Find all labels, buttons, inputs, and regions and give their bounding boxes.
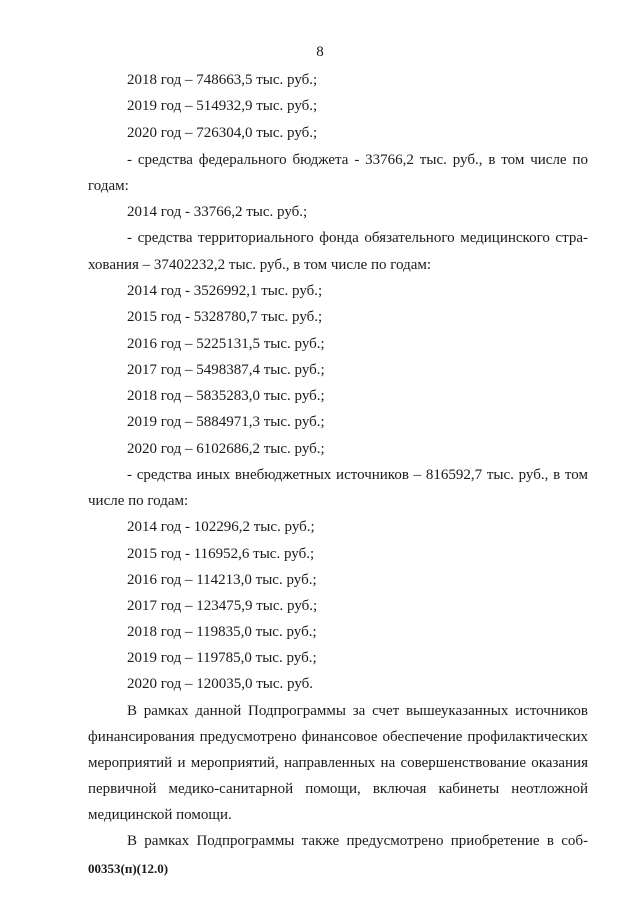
- text-line: - средства территориального фонда обязательного медицинского стра-: [127, 230, 588, 246]
- text-line: 2016 год – 114213,0 тыс. руб.;: [127, 572, 317, 588]
- text-line: 2016 год – 5225131,5 тыс. руб.;: [127, 336, 325, 352]
- text-line: 2019 год – 5884971,3 тыс. руб.;: [127, 414, 325, 430]
- page-number: 8: [316, 44, 324, 60]
- text-line: годам:: [88, 178, 129, 194]
- text-line: 2019 год – 119785,0 тыс. руб.;: [127, 650, 317, 666]
- text-line: 2020 год – 120035,0 тыс. руб.: [127, 676, 314, 692]
- text-line: 2015 год - 5328780,7 тыс. руб.;: [127, 309, 323, 325]
- text-line: 2014 год - 33766,2 тыс. руб.;: [127, 204, 308, 220]
- text-line: 2019 год – 514932,9 тыс. руб.;: [127, 98, 318, 114]
- text-line: мероприятий и мероприятий, направленных на совершенствование оказания: [88, 755, 588, 771]
- text-line: 2020 год – 6102686,2 тыс. руб.;: [127, 441, 325, 457]
- text-line: 2017 год – 5498387,4 тыс. руб.;: [127, 362, 325, 378]
- text-line: 2017 год – 123475,9 тыс. руб.;: [127, 598, 318, 614]
- text-line: В рамках данной Подпрограммы за счет вышеуказанных источников: [127, 703, 588, 719]
- text-line: числе по годам:: [88, 493, 189, 509]
- text-line: 2018 год – 5835283,0 тыс. руб.;: [127, 388, 325, 404]
- text-line: В рамках Подпрограммы также предусмотрено приобретение в соб-: [127, 833, 588, 849]
- text-line: 2014 год - 102296,2 тыс. руб.;: [127, 519, 315, 535]
- text-line: 2018 год – 748663,5 тыс. руб.;: [127, 72, 318, 88]
- text-line: 2020 год – 726304,0 тыс. руб.;: [127, 125, 318, 141]
- text-line: первичной медико-санитарной помощи, включая кабинеты неотложной: [88, 781, 588, 797]
- text-line: хования – 37402232,2 тыс. руб., в том числе по годам:: [88, 257, 432, 273]
- text-line: медицинской помощи.: [88, 807, 232, 823]
- document-code: 00353(п)(12.0): [88, 861, 169, 876]
- text-line: финансирования предусмотрено финансовое обеспечение профилактических: [88, 729, 588, 745]
- text-line: - средства федерального бюджета - 33766,2 тыс. руб., в том числе по: [127, 152, 588, 168]
- text-line: 2014 год - 3526992,1 тыс. руб.;: [127, 283, 323, 299]
- text-line: 2018 год – 119835,0 тыс. руб.;: [127, 624, 317, 640]
- text-line: 2015 год - 116952,6 тыс. руб.;: [127, 546, 315, 562]
- text-line: - средства иных внебюджетных источников – 816592,7 тыс. руб., в том: [127, 467, 588, 483]
